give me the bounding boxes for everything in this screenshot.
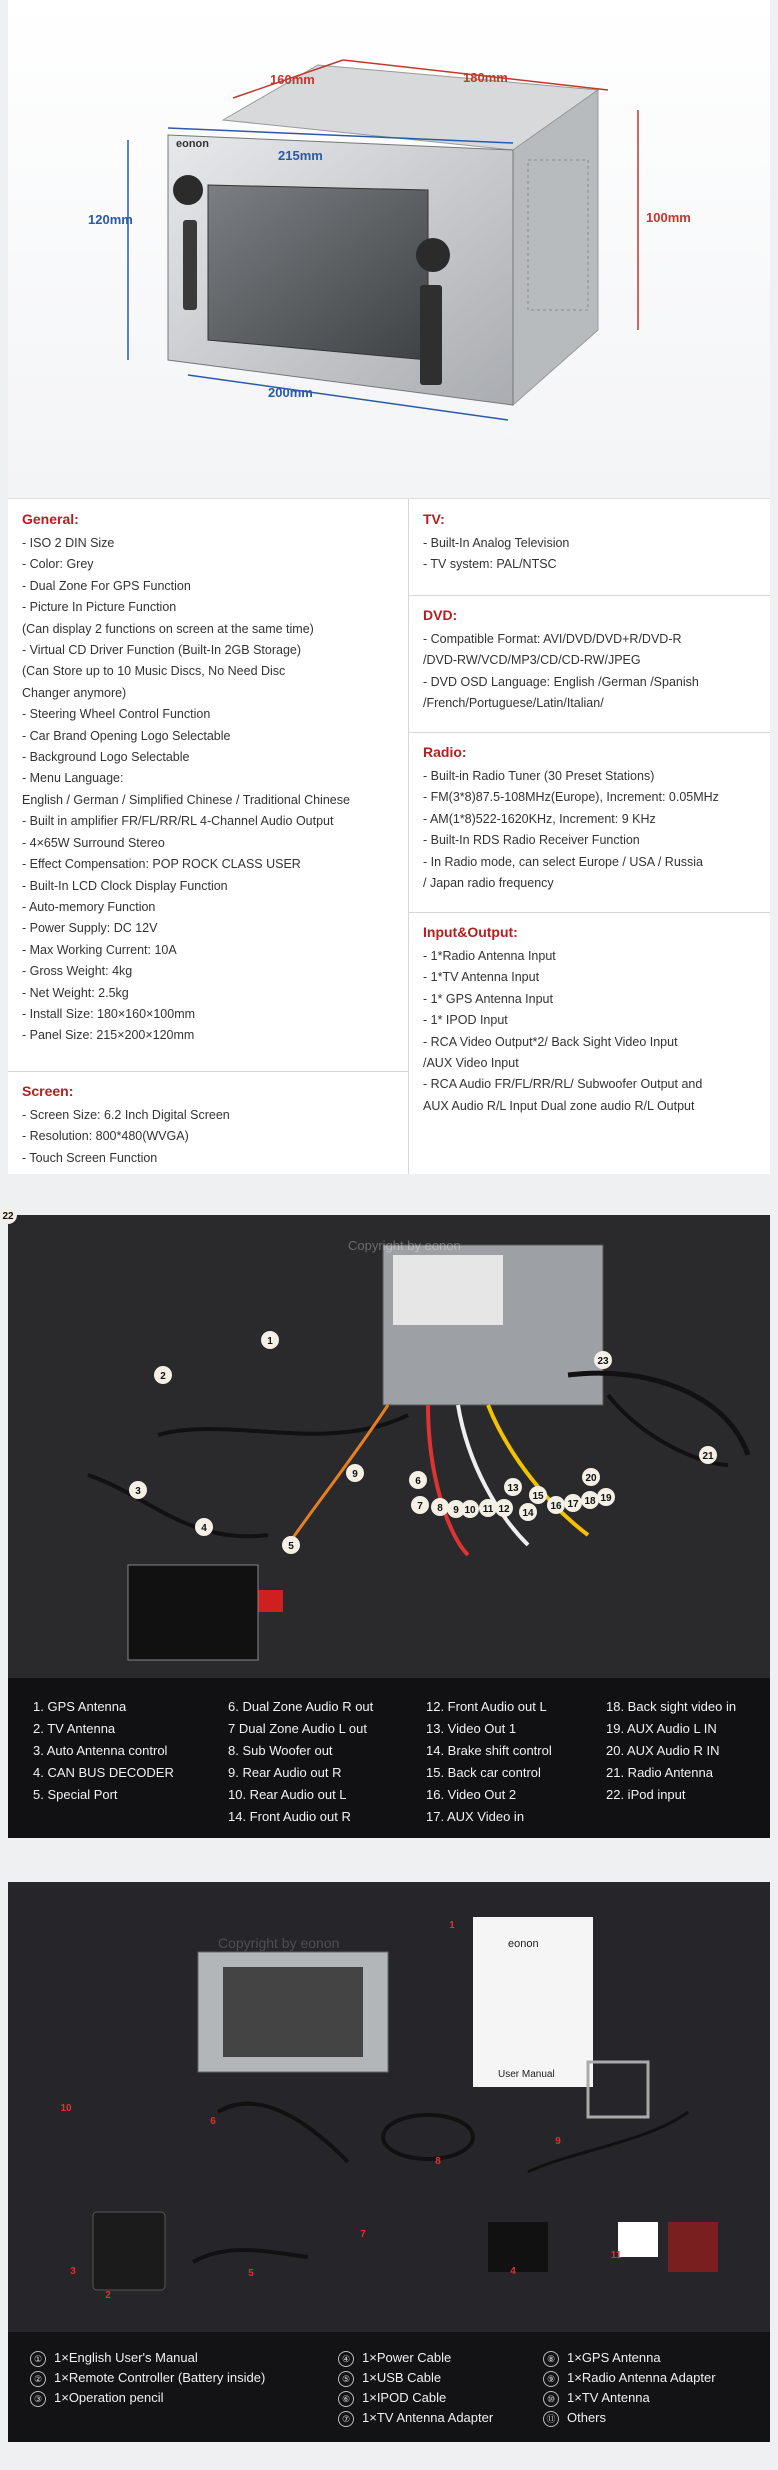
wiring-legend-item: 14. Front Audio out R: [228, 1809, 351, 1824]
dim-right-height-label: 100mm: [646, 210, 691, 225]
spec-dvd-line: /French/Portuguese/Latin/Italian/: [423, 696, 604, 711]
callout-number: 22: [2, 1211, 14, 1222]
wiring-legend-col-3: [426, 1696, 552, 1828]
wiring-legend-col-1: [33, 1696, 174, 1806]
tune-knob: [416, 238, 450, 272]
callout-number: 15: [532, 1491, 544, 1502]
spec-general-line: - Built in amplifier FR/FL/RR/RL 4-Channel Audio Output: [22, 814, 334, 829]
wiring-legend-item: 18. Back sight video in: [606, 1699, 737, 1714]
callout-number: 21: [702, 1451, 714, 1462]
wiring-legend-item: 10. Rear Audio out L: [228, 1787, 347, 1802]
product-dimensions-section: [8, 0, 770, 498]
package-legend-text: 1×USB Cable: [362, 2370, 442, 2385]
wiring-legend-item: 14. Brake shift control: [426, 1743, 552, 1758]
package-legend-col-1: [30, 2348, 265, 2408]
callout-number: 4: [201, 1523, 207, 1534]
spec-dvd: [409, 595, 770, 733]
dim-width-top-label: 180mm: [463, 70, 508, 85]
spec-io-line: - RCA Video Output*2/ Back Sight Video Input: [423, 1034, 678, 1049]
callout-number: 2: [160, 1371, 166, 1382]
spec-tv-lines: [409, 533, 770, 576]
spec-tv-line: - Built-In Analog Television: [423, 536, 570, 550]
package-legend-item: [338, 2368, 493, 2388]
package-legend-item: [338, 2408, 493, 2428]
wiring-legend-item: 15. Back car control: [426, 1765, 541, 1780]
spec-general-line: - Net Weight: 2.5kg: [22, 985, 129, 1000]
spec-screen: [8, 1071, 408, 1174]
spec-general-line: Changer anymore): [22, 685, 127, 700]
package-legend-text: 1×GPS Antenna: [567, 2350, 661, 2365]
spec-general-line: - Menu Language:: [22, 771, 124, 786]
package-legend-text: 1×Radio Antenna Adapter: [567, 2370, 716, 2385]
wiring-legend-item: 12. Front Audio out L: [426, 1699, 547, 1714]
package-legend-item: [338, 2388, 493, 2408]
spec-tv-title: TV:: [423, 511, 445, 527]
package-legend-item: [30, 2368, 265, 2388]
spec-radio-line: / Japan radio frequency: [423, 876, 554, 891]
callout-number: 11: [482, 1504, 494, 1515]
manual-title: User Manual: [498, 2069, 555, 2080]
spec-general-line: - Max Working Current: 10A: [22, 942, 177, 957]
callout-number: 5: [248, 2268, 254, 2279]
spec-dvd-line: - DVD OSD Language: English /German /Spanish: [423, 674, 699, 689]
package-legend-number: ②: [30, 2371, 46, 2387]
spec-general-line: - Color: Grey: [22, 557, 94, 572]
spec-io-line: AUX Audio R/L Input Dual zone audio R/L Output: [423, 1098, 695, 1113]
unit-rear-label: [393, 1255, 503, 1325]
callout-number: 20: [585, 1473, 597, 1484]
spec-general-line: - Install Size: 180×160×100mm: [22, 1006, 196, 1021]
package-legend-item: [543, 2348, 716, 2368]
callout-number: 10: [60, 2103, 72, 2114]
package-contents-illustration: [8, 1882, 770, 2332]
callout-number: 6: [210, 2116, 216, 2127]
package-legend-number: ⑦: [338, 2411, 354, 2427]
spec-io-line: - 1* GPS Antenna Input: [423, 991, 553, 1006]
spec-screen-line: - Screen Size: 6.2 Inch Digital Screen: [22, 1108, 230, 1122]
spec-general-line: - Virtual CD Driver Function (Built-In 2GB Storage): [22, 643, 302, 658]
wiring-legend-item: 16. Video Out 2: [426, 1787, 517, 1802]
display-screen: [208, 185, 428, 360]
spec-general-lines: [8, 533, 408, 1047]
spec-general-line: - Panel Size: 215×200×120mm: [22, 1028, 195, 1043]
wiring-legend-item: 21. Radio Antenna: [606, 1765, 713, 1780]
package-legend-number: ④: [338, 2351, 354, 2367]
package-contents-section: [8, 1882, 770, 2332]
callout-number: 8: [437, 1503, 443, 1514]
specifications-section: [8, 498, 770, 1174]
callout-number: 6: [415, 1476, 421, 1487]
package-legend-col-3: [543, 2348, 716, 2428]
wiring-legend-item: 9. Rear Audio out R: [228, 1765, 342, 1780]
head-unit-illustration: [8, 0, 770, 498]
spec-general-line: English / German / Simplified Chinese / Traditional Chinese: [22, 792, 350, 807]
wiring-legend: [8, 1678, 770, 1838]
spec-general-line: - Car Brand Opening Logo Selectable: [22, 728, 231, 743]
remote-controller-item: [93, 2212, 165, 2290]
spec-radio-line: - FM(3*8)87.5-108MHz(Europe), Increment: 0.05MHz: [423, 790, 719, 805]
package-legend-text: 1×IPOD Cable: [362, 2390, 447, 2405]
package-legend-text: 1×Remote Controller (Battery inside): [54, 2370, 266, 2385]
spec-screen-line: - Touch Screen Function: [22, 1150, 158, 1165]
package-legend-text: Others: [567, 2410, 607, 2425]
callout-number: 10: [464, 1505, 476, 1516]
spec-dvd-line: /DVD-RW/VCD/MP3/CD/CD-RW/JPEG: [423, 653, 641, 668]
spec-general-line: - ISO 2 DIN Size: [22, 536, 115, 550]
spec-general-line: - Effect Compensation: POP ROCK CLASS USER: [22, 857, 301, 872]
callout-number: 1: [267, 1336, 273, 1347]
callout-number: 16: [550, 1501, 562, 1512]
removal-keys: [588, 2062, 648, 2117]
package-legend-item: [543, 2368, 716, 2388]
callout-number: 3: [135, 1486, 141, 1497]
package-legend-number: ⑨: [543, 2371, 559, 2387]
spec-general-line: - Picture In Picture Function: [22, 600, 177, 615]
callout-number: 17: [567, 1499, 579, 1510]
wiring-legend-item: 20. AUX Audio R IN: [606, 1743, 720, 1758]
wiring-legend-col-2: [228, 1696, 373, 1828]
package-legend-item: [338, 2348, 493, 2368]
callout-number: 23: [597, 1356, 609, 1367]
package-screen: [223, 1967, 363, 2057]
spec-io-title: Input&Output:: [423, 924, 518, 940]
spec-general: [8, 499, 408, 1072]
spec-io-line: - RCA Audio FR/FL/RR/RL/ Subwoofer Output and: [423, 1077, 703, 1092]
volume-knob: [173, 175, 203, 205]
package-legend-number: ①: [30, 2351, 46, 2367]
wiring-legend-item: 2. TV Antenna: [33, 1721, 116, 1736]
dim-front-width-label: 215mm: [278, 148, 323, 163]
ipod-cable-item: [218, 2104, 348, 2162]
wiring-legend-item: 3. Auto Antenna control: [33, 1743, 168, 1758]
spec-screen-title: Screen:: [22, 1083, 74, 1099]
wiring-legend-col-4: [606, 1696, 736, 1806]
wiring-diagram-illustration: [2, 1211, 770, 1678]
callout-number: 7: [417, 1501, 423, 1512]
spec-radio-title: Radio:: [423, 744, 467, 760]
spec-screen-lines: [8, 1105, 408, 1169]
package-legend-item: [543, 2388, 716, 2408]
spec-general-line: - 4×65W Surround Stereo: [22, 835, 165, 850]
spec-general-line: - Steering Wheel Control Function: [22, 707, 211, 722]
spec-general-line: (Can display 2 functions on screen at the same time): [22, 621, 314, 636]
package-legend-text: 1×Operation pencil: [54, 2390, 164, 2405]
dim-bottom-width-label: 200mm: [268, 385, 313, 400]
specs-right-column: [409, 499, 770, 1174]
callout-number: 7: [360, 2229, 366, 2240]
spec-io-lines: [409, 946, 770, 1117]
spec-general-title: General:: [22, 511, 79, 527]
callout-number: 18: [584, 1496, 596, 1507]
spec-radio: [409, 732, 770, 913]
callout-number: 4: [510, 2266, 516, 2277]
wiring-legend-item: 1. GPS Antenna: [33, 1699, 127, 1714]
dim-left-height-label: 120mm: [88, 212, 133, 227]
specs-left-column: [8, 499, 409, 1174]
wiring-legend-item: 4. CAN BUS DECODER: [33, 1765, 174, 1780]
package-legend: [8, 2332, 770, 2442]
callout-number: 9: [555, 2136, 561, 2147]
spec-general-line: - Power Supply: DC 12V: [22, 921, 158, 936]
wiring-diagram-section: [2, 1211, 770, 1678]
callout-number: 2: [105, 2290, 111, 2301]
package-legend-text: 1×TV Antenna: [567, 2390, 650, 2405]
callout-number: 8: [435, 2156, 441, 2167]
wiring-legend-item: 6. Dual Zone Audio R out: [228, 1699, 374, 1714]
spec-radio-lines: [409, 766, 770, 894]
spec-radio-line: - Built-In RDS Radio Receiver Function: [423, 833, 640, 848]
spec-tv: [409, 499, 770, 596]
spec-io: [409, 912, 770, 1174]
wiring-watermark: Copyright by eonon: [348, 1238, 461, 1253]
spec-dvd-title: DVD:: [423, 607, 458, 623]
package-legend-number: ⑥: [338, 2391, 354, 2407]
usb-cable-item: [193, 2250, 308, 2262]
package-legend-text: 1×English User's Manual: [54, 2350, 198, 2365]
tv-antenna-cable: [88, 1475, 268, 1536]
callout-number: 13: [507, 1483, 519, 1494]
wiring-legend-item: 22. iPod input: [606, 1787, 686, 1802]
spec-general-line: - Gross Weight: 4kg: [22, 964, 133, 979]
callout-number: 19: [600, 1493, 612, 1504]
right-buttons: [420, 285, 442, 385]
package-legend-number: ③: [30, 2391, 46, 2407]
spec-general-line: - Background Logo Selectable: [22, 750, 190, 765]
spec-radio-line: - AM(1*8)522-1620KHz, Increment: 9 KHz: [423, 811, 656, 826]
spec-dvd-lines: [409, 629, 770, 715]
spec-radio-line: - In Radio mode, can select Europe / USA / Russia: [423, 854, 703, 869]
spec-general-line: - Dual Zone For GPS Function: [22, 578, 191, 593]
power-harness: [288, 1405, 388, 1545]
spec-io-line: - 1* IPOD Input: [423, 1013, 508, 1028]
package-legend-item: [543, 2408, 716, 2428]
dim-depth-top-label: 160mm: [270, 72, 315, 87]
spec-general-line: - Auto-memory Function: [22, 899, 156, 914]
others-pad: [668, 2222, 718, 2272]
wiring-legend-item: 8. Sub Woofer out: [228, 1743, 333, 1758]
package-legend-number: ⑧: [543, 2351, 559, 2367]
callout-number: 14: [522, 1508, 534, 1519]
wiring-legend-item: 13. Video Out 1: [426, 1721, 517, 1736]
spec-tv-line: - TV system: PAL/NTSC: [423, 557, 557, 572]
wiring-callouts: [0, 1206, 717, 1554]
manual-brand: eonon: [508, 1938, 539, 1950]
wiring-legend-item: 19. AUX Audio L IN: [606, 1721, 717, 1736]
package-legend-text: 1×Power Cable: [362, 2350, 452, 2365]
left-buttons: [183, 220, 197, 310]
spec-dvd-line: - Compatible Format: AVI/DVD/DVD+R/DVD-R: [423, 632, 682, 646]
package-legend-item: [30, 2388, 265, 2408]
package-legend-item: [30, 2348, 265, 2368]
package-legend-number: ⑩: [543, 2391, 559, 2407]
callout-number: 1: [449, 1920, 455, 1931]
callout-number: 5: [288, 1541, 294, 1552]
callout-number: 12: [498, 1504, 510, 1515]
spec-general-line: - Built-In LCD Clock Display Function: [22, 878, 228, 893]
wiring-legend-item: 7 Dual Zone Audio L out: [228, 1721, 368, 1736]
spec-radio-line: - Built-in Radio Tuner (30 Preset Stations): [423, 769, 655, 783]
spec-general-line: (Can Store up to 10 Music Discs, No Need Disc: [22, 664, 286, 679]
package-legend-number: ⑪: [543, 2411, 559, 2427]
spec-io-line: /AUX Video Input: [423, 1056, 519, 1071]
callout-number: 9: [453, 1505, 459, 1516]
spec-io-line: - 1*Radio Antenna Input: [423, 949, 556, 963]
callout-number: 3: [70, 2266, 76, 2277]
wiring-legend-item: 5. Special Port: [33, 1787, 118, 1802]
wiring-legend-item: 17. AUX Video in: [426, 1809, 525, 1824]
package-legend-number: ⑤: [338, 2371, 354, 2387]
brand-logo: eonon: [176, 138, 209, 150]
spec-io-line: - 1*TV Antenna Input: [423, 970, 540, 985]
callout-number: 11: [610, 2250, 622, 2261]
spec-screen-line: - Resolution: 800*480(WVGA): [22, 1129, 189, 1144]
package-legend-text: 1×TV Antenna Adapter: [362, 2410, 494, 2425]
callout-number: 9: [352, 1469, 358, 1480]
package-watermark: Copyright by eonon: [218, 1935, 340, 1951]
connector-inset: [128, 1565, 258, 1660]
gps-antenna-item: [383, 2115, 473, 2159]
rca-white-bundle: [458, 1405, 528, 1545]
package-legend-col-2: [338, 2348, 493, 2428]
